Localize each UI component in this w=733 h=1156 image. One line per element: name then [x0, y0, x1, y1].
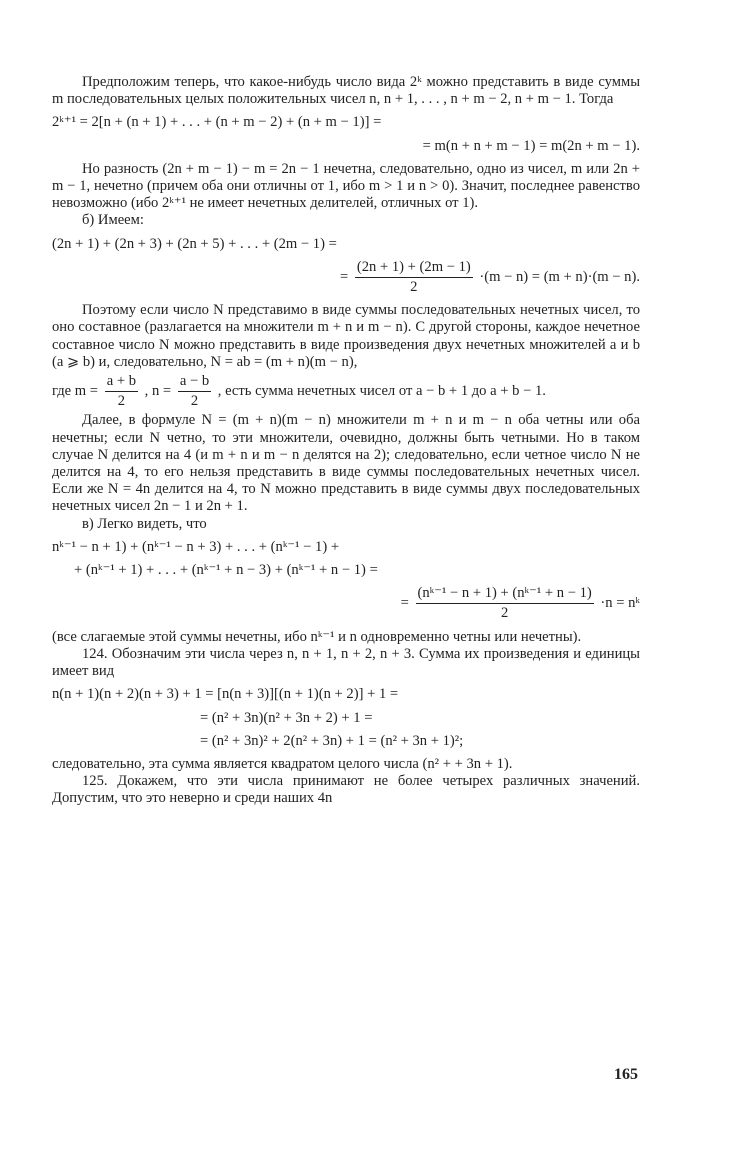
paragraph-square: следовательно, эта сумма является квадратом целого числа (n² + + 3n + 1).	[52, 755, 513, 772]
where-mid: , n =	[144, 383, 172, 400]
equation-odd-sum-suffix: ·(m − n) = (m + n)·(m − n).	[479, 268, 640, 285]
equation-odd-sum-line1: (2n + 1) + (2n + 3) + (2n + 5) + . . . + (2m − 1) =	[52, 235, 337, 252]
where-label: где m =	[52, 383, 99, 400]
equation-nk-prefix: =	[400, 595, 409, 612]
equation-odd-sum-prefix: =	[340, 268, 349, 285]
equation-product-line1: n(n + 1)(n + 2)(n + 3) + 1 = [n(n + 3)][(n + 1)(n + 2)] + 1 =	[52, 686, 399, 703]
equation-nk-suffix: ·n = nᵏ	[600, 595, 640, 612]
fraction-odd-sum	[355, 259, 473, 296]
equation-nk-line2: + (nᵏ⁻¹ + 1) + . . . + (nᵏ⁻¹ + n − 3) + (nᵏ⁻¹ + n − 1) =	[74, 562, 378, 579]
paragraph-problem-125: 125. Докажем, что эти числа принимают не более четырех различных значений. Допустим, что это неверно и среди наших 4n	[52, 773, 640, 807]
heading-part-v: в) Легко видеть, что	[82, 515, 207, 532]
fraction-nk-numerator: (nᵏ⁻¹ − n + 1) + (nᵏ⁻¹ + n − 1)	[416, 585, 594, 604]
fraction-m	[105, 373, 138, 410]
fraction-n	[178, 373, 211, 410]
fraction-nk-denominator: 2	[500, 605, 509, 622]
paragraph-difference-odd: Но разность (2n + m − 1) − m = 2n − 1 нечетна, следовательно, одно из чисел, m или 2n + m − 1, нечетно (причем оба они отличны от 1, ибо m > 1 и n > 0). Значит, последнее равенство невозможно (ибо 2ᵏ⁺¹ не имеет нечетных делителей, отличных от 1).	[52, 160, 640, 212]
equation-2k1-line2: = m(n + n + m − 1) = m(2n + m − 1).	[422, 137, 640, 154]
fraction-odd-sum-denominator: 2	[410, 279, 418, 296]
paragraph-even-case: Далее, в формуле N = (m + n)(m − n) множители m + n и m − n оба четны или оба нечетны; если N четно, то эти множители, очевидно, должны быть четными. Но в таком случае N делится на 4 (и m + n и m − n делятся на 2); следовательно, если четное число N не делится на 4, то его нельзя представить в виде суммы последовательных нечетных чисел. Если же N = 4n делится на 4, то N можно представить в виде суммы двух последовательных нечетных чисел 2n − 1 и 2n + 1.	[52, 412, 640, 515]
fraction-nk	[416, 585, 594, 622]
paragraph-assumption: Предположим теперь, что какое-нибудь число вида 2ᵏ можно представить в виде суммы m последовательных целых положительных чисел n, n + 1, . . . , n + m − 2, n + m − 1. Тогда	[52, 74, 640, 108]
page-number: 165	[614, 1066, 638, 1083]
paragraph-composite: Поэтому если число N представимо в виде суммы последовательных нечетных чисел, то оно составное (разлагается на множители m + n и m − n). С другой стороны, каждое нечетное составное число N можно представить в виде произведения двух нечетных множителей a и b (a ⩾ b) и, следовательно, N = ab = (m + n)(m − n),	[52, 302, 640, 370]
fraction-odd-sum-numerator: (2n + 1) + (2m − 1)	[355, 259, 473, 278]
fraction-m-numerator: a + b	[105, 373, 138, 392]
equation-nk-line3	[52, 585, 640, 622]
fraction-m-denominator: 2	[117, 393, 125, 410]
page-body	[52, 74, 640, 808]
equation-product-line2: = (n² + 3n)(n² + 3n + 2) + 1 =	[200, 709, 373, 726]
equation-nk-line1: nᵏ⁻¹ − n + 1) + (nᵏ⁻¹ − n + 3) + . . . + (nᵏ⁻¹ − 1) +	[52, 538, 340, 555]
where-tail: , есть сумма нечетных чисел от a − b + 1 до a + b − 1.	[217, 383, 546, 400]
fraction-n-denominator: 2	[190, 393, 199, 410]
equation-odd-sum-line2	[52, 259, 640, 296]
heading-part-b: б) Имеем:	[82, 212, 144, 229]
line-where-m-n	[52, 373, 640, 410]
fraction-n-numerator: a − b	[178, 373, 211, 392]
paragraph-problem-124: 124. Обозначим эти числа через n, n + 1, n + 2, n + 3. Сумма их произведения и единицы имеет вид	[52, 645, 640, 680]
paragraph-all-odd: (все слагаемые этой суммы нечетны, ибо nᵏ⁻¹ и n одновременно четны или нечетны).	[52, 628, 582, 645]
equation-2k1-line1: 2ᵏ⁺¹ = 2[n + (n + 1) + . . . + (n + m − 2) + (n + m − 1)] =	[52, 114, 382, 131]
equation-product-line3: = (n² + 3n)² + 2(n² + 3n) + 1 = (n² + 3n + 1)²;	[200, 732, 464, 749]
